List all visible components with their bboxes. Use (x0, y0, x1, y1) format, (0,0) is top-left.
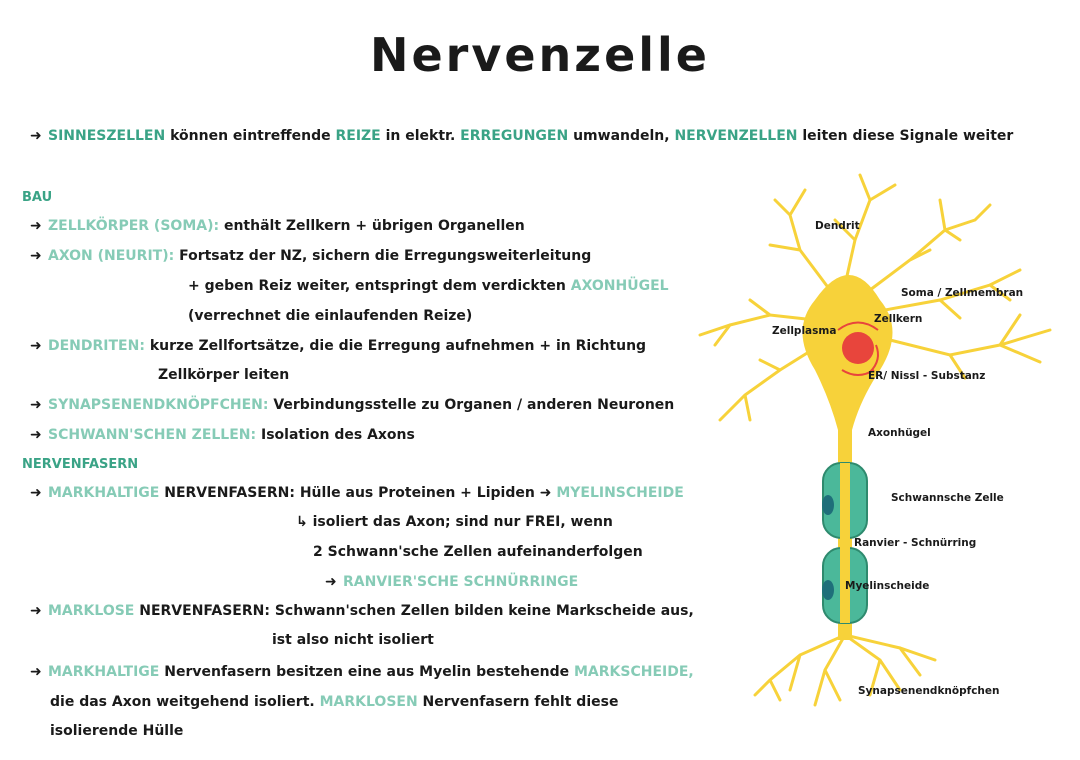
arrow-icon: ➜ (325, 574, 337, 590)
arrow-icon: ➜ (30, 248, 42, 264)
label-zellplasma: Zellplasma (772, 325, 837, 337)
arrow-icon: ➜ (30, 397, 42, 413)
label-zellkern: Zellkern (874, 313, 923, 325)
fasern-summary-line3: isolierende Hülle (50, 723, 184, 739)
fasern-markhaltig-line3: 2 Schwann'sche Zellen aufeinanderfolgen (313, 544, 643, 560)
bau-axon-line3: (verrechnet die einlaufenden Reize) (188, 308, 473, 324)
label-er: ER/ Nissl - Substanz (868, 370, 986, 382)
schwann-nucleus-1 (822, 495, 834, 515)
axon-core (840, 463, 850, 623)
fasern-summary-line2: die das Axon weitgehend isoliert. MARKLOSEN Nervenfasern fehlt diese (50, 694, 619, 710)
schwann-nucleus-2 (822, 580, 834, 600)
fasern-markhaltig: ➜ MARKHALTIGE NERVENFASERN: Hülle aus Proteinen + Lipiden ➜ MYELINSCHEIDE (30, 485, 684, 501)
arrow-icon: ➜ (30, 338, 42, 354)
fasern-markhaltig-line2: ↳ isoliert das Axon; sind nur FREI, wenn (296, 514, 613, 530)
label-dendrit: Dendrit (815, 220, 860, 232)
bau-dendriten: ➜ DENDRITEN: kurze Zellfortsätze, die die Erregung aufnehmen + in Richtung (30, 338, 647, 354)
bau-schwann: ➜ SCHWANN'SCHEN ZELLEN: Isolation des Axons (30, 427, 415, 443)
label-synapse: Synapsenendknöpfchen (858, 685, 1000, 697)
fasern-heading: NERVENFASERN (22, 457, 139, 472)
bau-heading: BAU (22, 190, 53, 205)
fasern-marklos: ➜ MARKLOSE NERVENFASERN: Schwann'schen Zellen bilden keine Markscheide aus, (30, 603, 694, 619)
fasern-markhaltig-line4: ➜ RANVIER'SCHE SCHNÜRRINGE (325, 574, 579, 590)
label-myelin: Myelinscheide (845, 580, 930, 592)
arrow-icon: ➜ (30, 485, 42, 501)
bau-axon-line2: + geben Reiz weiter, entspringt dem verdickten AXONHÜGEL (188, 278, 669, 294)
nucleus (842, 332, 874, 364)
arrow-icon: ➜ (30, 218, 42, 234)
arrow-icon: ➜ (539, 485, 552, 501)
label-soma: Soma / Zellmembran (901, 287, 1024, 299)
page-title: Nervenzelle (369, 28, 711, 82)
bau-dendriten-line2: Zellkörper leiten (158, 367, 290, 383)
arrow-icon: ➜ (30, 603, 42, 619)
label-axonhuegel: Axonhügel (868, 427, 931, 439)
arrow-icon: ➜ (30, 128, 42, 144)
intro-line: ➜ SINNESZELLEN können eintreffende REIZE in elektr. ERREGUNGEN umwandeln, NERVENZELLEN leiten diese Signale weiter (30, 128, 1014, 144)
bau-synapse: ➜ SYNAPSENENDKNÖPFCHEN: Verbindungsstelle zu Organen / anderen Neuronen (30, 397, 675, 413)
fasern-summary: ➜ MARKHALTIGE Nervenfasern besitzen eine aus Myelin bestehende MARKSCHEIDE, (30, 664, 694, 680)
fasern-marklos-line2: ist also nicht isoliert (272, 632, 434, 648)
bau-soma: ➜ ZELLKÖRPER (SOMA): enthält Zellkern + übrigen Organellen (30, 218, 525, 234)
bau-axon: ➜ AXON (NEURIT): Fortsatz der NZ, sichern die Erregungsweiterleitung (30, 248, 592, 264)
arrow-icon: ➜ (30, 664, 42, 680)
arrow-icon: ➜ (30, 427, 42, 443)
label-ranvier: Ranvier - Schnürring (854, 537, 977, 549)
label-schwann: Schwannsche Zelle (891, 492, 1004, 504)
